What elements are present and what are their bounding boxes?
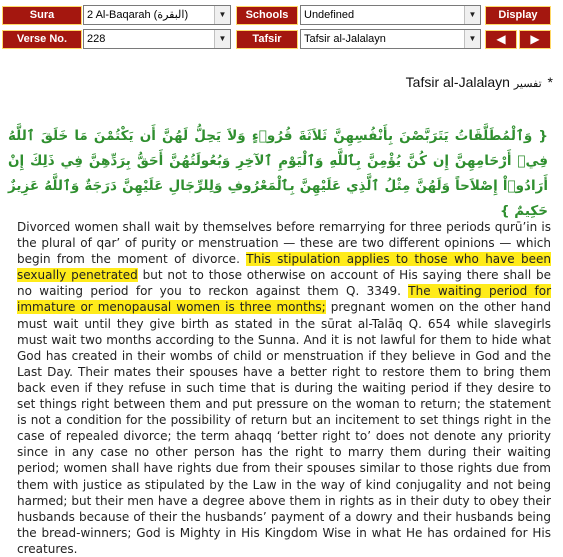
title-english: Tafsir al-Jalalayn [405, 74, 510, 90]
sura-select[interactable] [83, 5, 231, 25]
commentary-text: Divorced women shall wait by themselves before remarrying for three periods qurū’in is the plural of qar’ of purity or menstruation — these are two different opinions — which begin from the moment of divorce. [17, 220, 551, 267]
verse-number-select-value: 228 [87, 33, 106, 45]
schools-select-value: Undefined [304, 9, 355, 21]
verse-number-label: Verse No. [2, 30, 82, 49]
chevron-down-icon: ▼ [464, 6, 480, 24]
chevron-down-icon: ▼ [214, 30, 230, 48]
title-arabic: تفسير [513, 78, 542, 90]
next-verse-button[interactable] [519, 30, 551, 49]
commentary-text: but not to those otherwise on account of His saying there shall be no waiting period for you to reckon against them Q. 3349. [17, 268, 551, 299]
quran-verse-arabic: { وَٱلْمُطَلَّقَاتُ يَتَرَبَّصْنَ بِأَنْفُسِهِنَّ ثَلاَثَةَ قُرُوۤءٍ وَلاَ يَحِلُّ لَهُنَّ أَن يَكْتُمْنَ مَا خَلَقَ ٱللَّهُ فِيۤ أَرْحَامِهِنَّ إِن كُنَّ يُؤْمِنَّ بِٱللَّهِ وَٱلْيَوْمِ ٱلآخِرِ وَبُعُولَتُهُنَّ أَحَقُّ بِرَدِّهِنَّ فِي ذَلِكَ إِنْ أَرَادُوۤاْ إِصْلاَحاً وَلَهُنَّ مِثْلُ ٱلَّذِي عَلَيْهِنَّ بِٱلْمَعْرُوفِ وَلِلرِّجَالِ عَلَيْهِنَّ دَرَجَةٌ وَٱللَّهُ عَزِيزٌ حَكِيمٌ } [8, 128, 548, 219]
display-button[interactable]: Display [485, 6, 551, 25]
triangle-right-icon: ▶ [530, 32, 540, 46]
sura-select-value: 2 Al-Baqarah (البقرة) [87, 9, 189, 21]
chevron-down-icon: ▼ [464, 30, 480, 48]
tafsir-commentary [17, 219, 551, 557]
chevron-down-icon: ▼ [214, 6, 230, 24]
tafsir-label: Tafsir [236, 30, 298, 49]
tafsir-select-value: Tafsir al-Jalalayn [304, 33, 386, 45]
tafsir-select[interactable] [300, 29, 481, 49]
schools-select[interactable] [300, 5, 481, 25]
highlighted-text: The waiting period for immature or menopausal women is three months; [17, 284, 551, 315]
title-star: * [547, 74, 553, 90]
schools-label: Schools [236, 6, 298, 25]
highlighted-text: This stipulation applies to those who have been sexually penetrated [17, 252, 552, 283]
triangle-left-icon: ◀ [496, 32, 506, 46]
previous-verse-button[interactable] [485, 30, 517, 49]
verse-number-select[interactable] [83, 29, 231, 49]
commentary-text: pregnant women on the other hand must wait until they give birth as stated in the sūrat al-Talāq Q. 654 while slavegirls must wait two months according to the Sunna. And it is not lawful for them to hide what God has created in their wombs of child or menstruation if they believe in God and the Last Day. Their mates their spouses have a better right to restore them to bring them back even if they refuse in such time that is during the waiting period if they desire to set things right between them and put pressure on the woman to return; the statement is not a condition for the possibility of return but an incitement to set things right in the case of repealed divorce; the term ahaqq ‘better right to’ does not denote any priority since in any case no other person has the right to marry them during their waiting period; women shall have rights due from their spouses similar to those rights due from them with justice as stipulated by the Law in the way of kind conjugality and not being harmed; but their men have a degree above them in rights as in their duty to obey their husbands because of their the husbands’ payment of a dowry and their husbands being the bread-winners; God is Mighty in His Kingdom Wise in what He has ordained for His creatures. [17, 300, 551, 556]
tafsir-title [0, 74, 553, 90]
sura-label: Sura [2, 6, 82, 25]
